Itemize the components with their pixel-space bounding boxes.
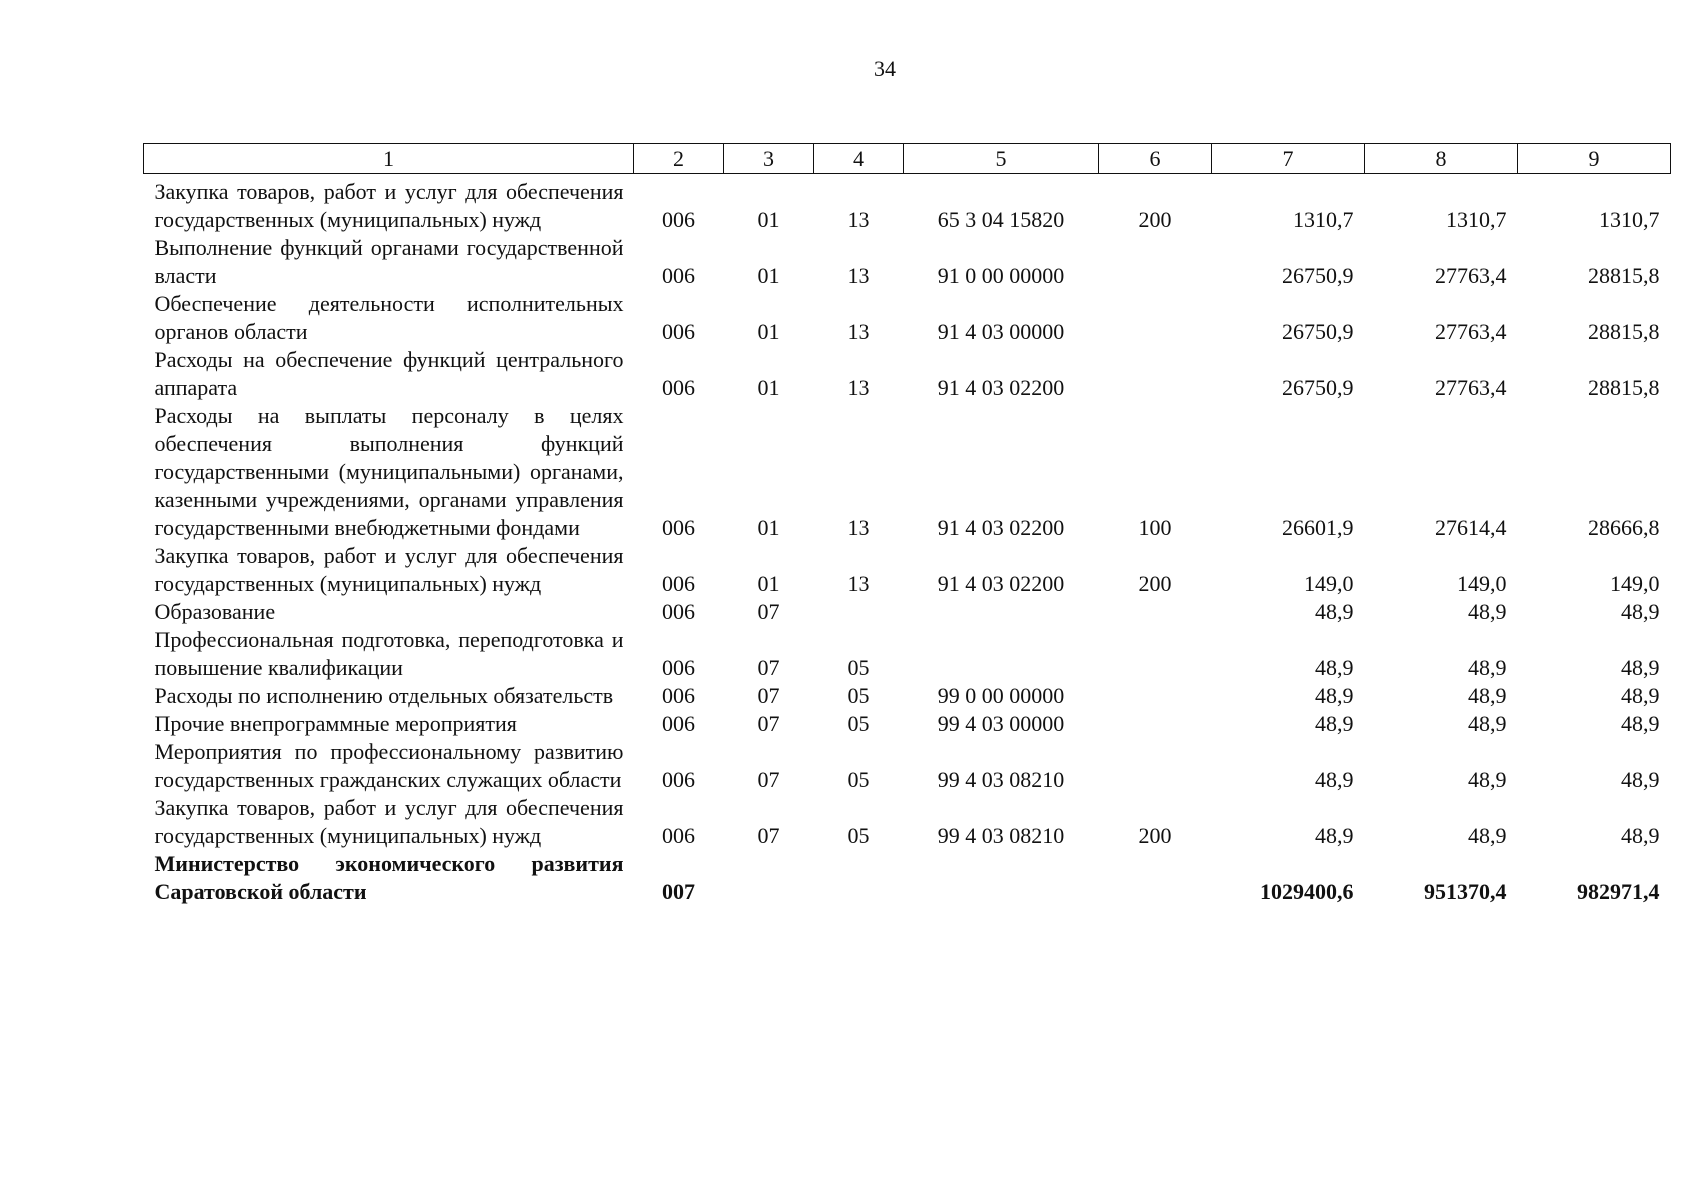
cell-name: [144, 346, 634, 402]
cell-amount-3: 48,9: [1621, 655, 1660, 680]
cell-code-target: 91 4 03 02200: [937, 375, 1065, 400]
cell-code-expense-type: [1099, 850, 1212, 906]
cell-name: [144, 542, 634, 598]
budget-table: [143, 143, 1671, 906]
cell-amount-3: 48,9: [1621, 599, 1660, 624]
header-cell: 8: [1365, 144, 1518, 174]
cell-amount-1: 48,9: [1315, 655, 1354, 680]
cell-amount-3: 48,9: [1621, 767, 1660, 792]
header-cell: 6: [1099, 144, 1212, 174]
cell-amount-2: 27763,4: [1435, 319, 1507, 344]
cell-code-expense-type: [1099, 234, 1212, 290]
cell-name: [144, 850, 634, 906]
cell-code-ministry: 006: [662, 571, 695, 596]
cell-name: [144, 738, 634, 794]
cell-code-expense-type: [1099, 346, 1212, 402]
row-label: Министерство экономического развития Саратовской области: [154, 851, 624, 904]
cell-amount-1: 26750,9: [1282, 375, 1354, 400]
cell-amount-1: 149,0: [1304, 571, 1354, 596]
cell-code-subsection: 05: [847, 823, 870, 848]
cell-code-ministry: 006: [662, 515, 695, 540]
cell-amount-2: 149,0: [1457, 571, 1507, 596]
cell-code-target: 99 4 03 00000: [937, 711, 1065, 736]
cell-code-section: 01: [757, 571, 780, 596]
cell-amount-3: 28666,8: [1588, 515, 1660, 540]
table-row: [144, 542, 1671, 598]
cell-code-section: 07: [757, 599, 780, 624]
row-label: Образование: [154, 599, 276, 624]
cell-code-expense-type: [1099, 682, 1212, 710]
cell-code-section: [724, 850, 814, 906]
cell-code-subsection: [814, 850, 904, 906]
cell-amount-1: 26750,9: [1282, 319, 1354, 344]
cell-amount-2: 1310,7: [1446, 207, 1507, 232]
cell-code-ministry: 006: [662, 207, 695, 232]
cell-amount-3: 149,0: [1610, 571, 1660, 596]
table-row: [144, 850, 1671, 906]
cell-code-section: 01: [757, 263, 780, 288]
cell-code-target: 91 0 00 00000: [937, 263, 1065, 288]
cell-amount-1: 1310,7: [1293, 207, 1354, 232]
cell-code-target: 99 4 03 08210: [937, 823, 1065, 848]
cell-code-section: 07: [757, 711, 780, 736]
table-row: [144, 402, 1671, 542]
cell-amount-1: 48,9: [1315, 599, 1354, 624]
row-label: Профессиональная подготовка, переподготовка и повышение квалификации: [154, 627, 624, 680]
cell-amount-3: 28815,8: [1588, 263, 1660, 288]
header-row: [144, 144, 1671, 174]
cell-amount-2: 27763,4: [1435, 375, 1507, 400]
row-label: Расходы по исполнению отдельных обязательств: [154, 683, 614, 708]
cell-code-section: 01: [757, 515, 780, 540]
header-cell: 1: [144, 144, 634, 174]
cell-code-target: 91 4 03 00000: [937, 319, 1065, 344]
cell-code-ministry: 007: [662, 879, 695, 904]
cell-amount-1: 26601,9: [1282, 515, 1354, 540]
header-cell: 5: [904, 144, 1099, 174]
cell-amount-3: 28815,8: [1588, 319, 1660, 344]
row-label: Закупка товаров, работ и услуг для обеспечения государственных (муниципальных) нужд: [154, 179, 624, 232]
cell-name: [144, 234, 634, 290]
cell-code-ministry: 006: [662, 823, 695, 848]
cell-code-expense-type: 200: [1138, 571, 1172, 596]
cell-code-section: 07: [757, 823, 780, 848]
cell-code-section: 07: [757, 683, 780, 708]
cell-code-expense-type: [1099, 290, 1212, 346]
cell-amount-2: 48,9: [1468, 683, 1507, 708]
cell-code-expense-type: 200: [1138, 207, 1172, 232]
cell-code-ministry: 006: [662, 375, 695, 400]
row-label: Закупка товаров, работ и услуг для обеспечения государственных (муниципальных) нужд: [154, 795, 624, 848]
cell-name: [144, 682, 634, 710]
cell-code-section: 01: [757, 207, 780, 232]
header-cell: 9: [1518, 144, 1671, 174]
header-cell: 4: [814, 144, 904, 174]
cell-amount-2: 27614,4: [1435, 515, 1507, 540]
cell-amount-2: 48,9: [1468, 767, 1507, 792]
cell-amount-3: 28815,8: [1588, 375, 1660, 400]
cell-code-expense-type: [1099, 710, 1212, 738]
cell-code-subsection: 05: [847, 767, 870, 792]
cell-amount-1: 48,9: [1315, 767, 1354, 792]
row-label: Прочие внепрограммные мероприятия: [154, 711, 517, 736]
cell-code-ministry: 006: [662, 655, 695, 680]
cell-code-subsection: 05: [847, 655, 870, 680]
cell-code-target: 99 0 00 00000: [937, 683, 1065, 708]
row-label: Мероприятия по профессиональному развитию государственных гражданских служащих области: [154, 739, 624, 792]
header-cell: 7: [1212, 144, 1365, 174]
header-cell: 2: [634, 144, 724, 174]
cell-code-subsection: 05: [847, 711, 870, 736]
cell-amount-2: 48,9: [1468, 823, 1507, 848]
row-label: Выполнение функций органами государственной власти: [154, 235, 624, 288]
cell-code-section: 07: [757, 767, 780, 792]
table-row: [144, 174, 1671, 235]
cell-code-expense-type: [1099, 598, 1212, 626]
table-row: [144, 626, 1671, 682]
cell-name: [144, 598, 634, 626]
cell-code-subsection: 13: [847, 263, 870, 288]
cell-code-section: 07: [757, 655, 780, 680]
cell-name: [144, 710, 634, 738]
cell-code-ministry: 006: [662, 319, 695, 344]
cell-code-expense-type: [1099, 626, 1212, 682]
cell-amount-1: 1029400,6: [1260, 879, 1354, 904]
page-number: 34: [874, 56, 896, 81]
cell-name: [144, 290, 634, 346]
cell-code-section: 01: [757, 375, 780, 400]
table-row: [144, 738, 1671, 794]
cell-amount-1: 48,9: [1315, 823, 1354, 848]
cell-amount-1: 26750,9: [1282, 263, 1354, 288]
cell-amount-2: 951370,4: [1424, 879, 1507, 904]
cell-amount-3: 1310,7: [1599, 207, 1660, 232]
cell-amount-2: 48,9: [1468, 711, 1507, 736]
cell-amount-2: 48,9: [1468, 655, 1507, 680]
row-label: Расходы на выплаты персоналу в целях обеспечения выполнения функций государственными (муниципальными) органами, казенными учреждениями, органами управления государственными внебюджетными фондами: [154, 403, 624, 540]
table-body: [144, 174, 1671, 907]
cell-code-target: 99 4 03 08210: [937, 767, 1065, 792]
row-label: Обеспечение деятельности исполнительных органов области: [154, 291, 624, 344]
cell-code-subsection: 13: [847, 319, 870, 344]
row-label: Закупка товаров, работ и услуг для обеспечения государственных (муниципальных) нужд: [154, 543, 624, 596]
table-row: [144, 710, 1671, 738]
cell-amount-3: 48,9: [1621, 683, 1660, 708]
cell-code-section: 01: [757, 319, 780, 344]
cell-code-target: [904, 598, 1099, 626]
cell-code-expense-type: 200: [1138, 823, 1172, 848]
table-row: [144, 682, 1671, 710]
cell-code-target: [904, 850, 1099, 906]
cell-code-ministry: 006: [662, 599, 695, 624]
cell-name: [144, 626, 634, 682]
cell-code-subsection: 13: [847, 571, 870, 596]
table-row: [144, 346, 1671, 402]
cell-amount-1: 48,9: [1315, 683, 1354, 708]
cell-amount-1: 48,9: [1315, 711, 1354, 736]
cell-code-target: 91 4 03 02200: [937, 515, 1065, 540]
cell-code-subsection: 05: [847, 683, 870, 708]
header-cell: 3: [724, 144, 814, 174]
cell-amount-3: 982971,4: [1577, 879, 1660, 904]
cell-code-ministry: 006: [662, 711, 695, 736]
cell-name: [144, 794, 634, 850]
cell-amount-2: 48,9: [1468, 599, 1507, 624]
cell-name: [144, 402, 634, 542]
cell-code-ministry: 006: [662, 767, 695, 792]
cell-amount-2: 27763,4: [1435, 263, 1507, 288]
cell-code-ministry: 006: [662, 683, 695, 708]
cell-code-subsection: 13: [847, 515, 870, 540]
cell-code-target: 91 4 03 02200: [937, 571, 1065, 596]
table-row: [144, 598, 1671, 626]
table-row: [144, 794, 1671, 850]
cell-code-target: [904, 626, 1099, 682]
row-label: Расходы на обеспечение функций центрального аппарата: [154, 347, 624, 400]
cell-code-subsection: 13: [847, 207, 870, 232]
cell-code-expense-type: 100: [1138, 515, 1172, 540]
cell-name: [144, 174, 634, 235]
cell-code-expense-type: [1099, 738, 1212, 794]
table-row: [144, 234, 1671, 290]
cell-code-ministry: 006: [662, 263, 695, 288]
cell-code-target: 65 3 04 15820: [937, 207, 1065, 232]
cell-code-subsection: [814, 598, 904, 626]
table-row: [144, 290, 1671, 346]
cell-amount-3: 48,9: [1621, 711, 1660, 736]
cell-amount-3: 48,9: [1621, 823, 1660, 848]
cell-code-subsection: 13: [847, 375, 870, 400]
